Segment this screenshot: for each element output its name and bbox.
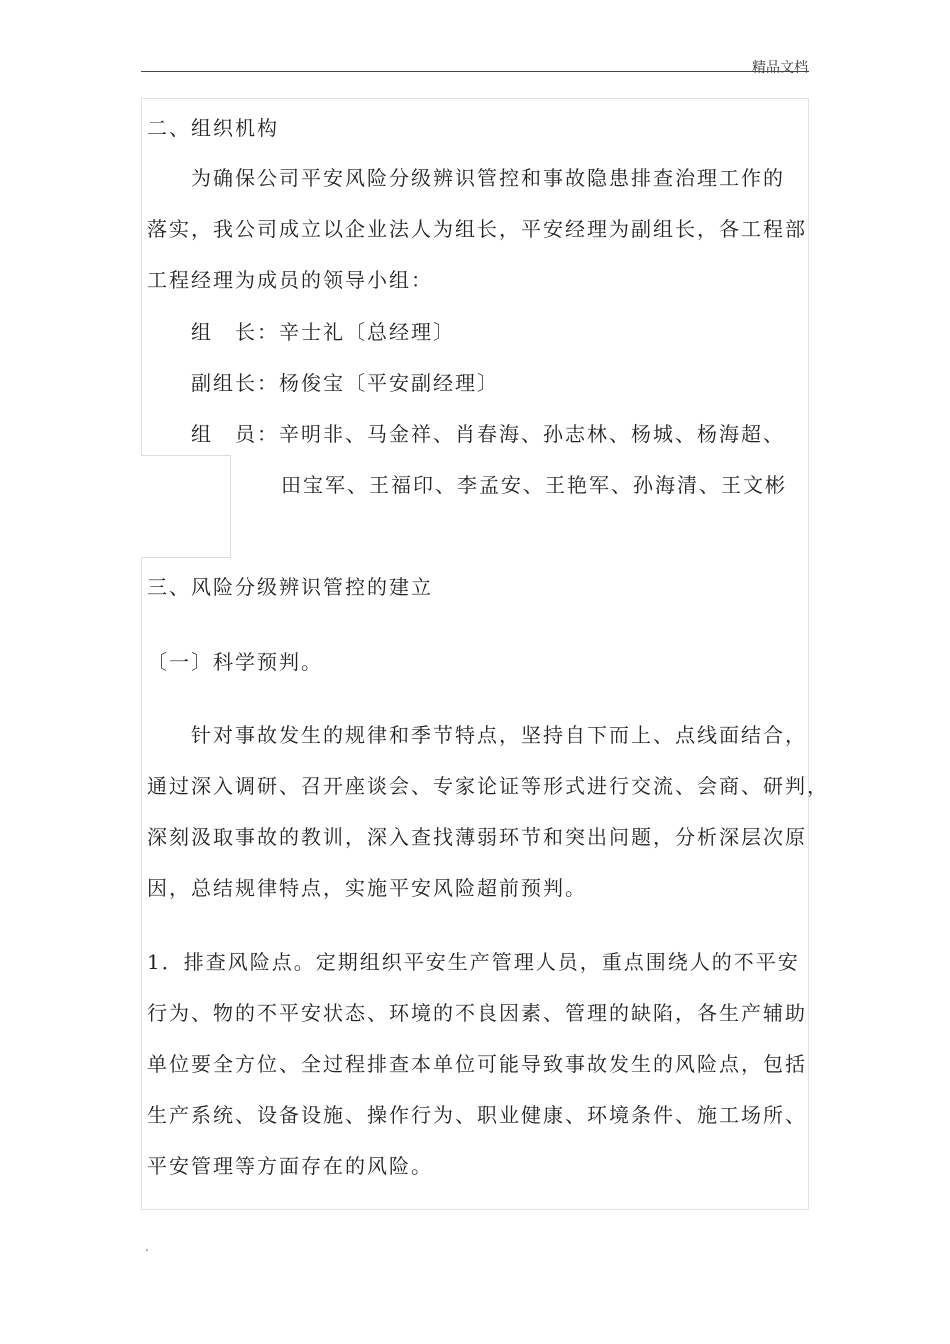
section-3-paragraph-line: 通过深入调研、召开座谈会、专家论证等形式进行交流、会商、研判， bbox=[147, 774, 829, 798]
section-3-heading: 三、风险分级辨识管控的建立 bbox=[147, 575, 433, 599]
item-1-line: 1．排查风险点。定期组织平安生产管理人员，重点围绕人的不平安 bbox=[147, 950, 800, 974]
content-frame-bottom bbox=[141, 1209, 809, 1210]
item-1-line: 单位要全方位、全过程排查本单位可能导致事故发生的风险点，包括 bbox=[147, 1052, 807, 1076]
content-frame-left-upper bbox=[141, 98, 142, 455]
deputy-leader-line: 副组长：杨俊宝〔平安副经理〕 bbox=[191, 371, 499, 395]
subsection-heading: 〔一〕科学预判。 bbox=[147, 650, 323, 674]
section-3-paragraph-line: 深刻汲取事故的教训，深入查找薄弱环节和突出问题，分析深层次原 bbox=[147, 825, 807, 849]
content-frame-top bbox=[141, 98, 809, 99]
content-frame-right bbox=[808, 98, 809, 1209]
section-2-heading: 二、组织机构 bbox=[147, 116, 279, 140]
item-1-line: 行为、物的不平安状态、环境的不良因素、管理的缺陷，各生产辅助 bbox=[147, 1001, 807, 1025]
content-frame-left-lower bbox=[141, 558, 142, 1209]
section-2-paragraph-line: 为确保公司平安风险分级辨识管控和事故隐患排查治理工作的 bbox=[191, 166, 785, 190]
item-1-line: 平安管理等方面存在的风险。 bbox=[147, 1154, 433, 1178]
section-2-paragraph-line: 落实，我公司成立以企业法人为组长，平安经理为副组长，各工程部 bbox=[147, 217, 807, 241]
header-rule bbox=[141, 71, 809, 72]
section-2-paragraph-line: 工程经理为成员的领导小组： bbox=[147, 268, 433, 292]
item-1-line: 生产系统、设备设施、操作行为、职业健康、环境条件、施工场所、 bbox=[147, 1103, 807, 1127]
group-leader-line: 组 长：辛士礼〔总经理〕 bbox=[191, 320, 455, 344]
section-3-paragraph-line: 针对事故发生的规律和季节特点，坚持自下而上、点线面结合， bbox=[191, 723, 807, 747]
footer-mark: . bbox=[145, 1240, 149, 1254]
section-3-paragraph-line: 因，总结规律特点，实施平安风险超前预判。 bbox=[147, 876, 587, 900]
members-line: 组 员：辛明非、马金祥、肖春海、孙志林、杨城、杨海超、 bbox=[191, 422, 785, 446]
members-line-continued: 田宝军、王福印、李孟安、王艳军、孙海清、王文彬 bbox=[281, 473, 787, 497]
page-header-label: 精品文档 bbox=[752, 60, 808, 76]
text-frame-notch bbox=[141, 455, 231, 558]
